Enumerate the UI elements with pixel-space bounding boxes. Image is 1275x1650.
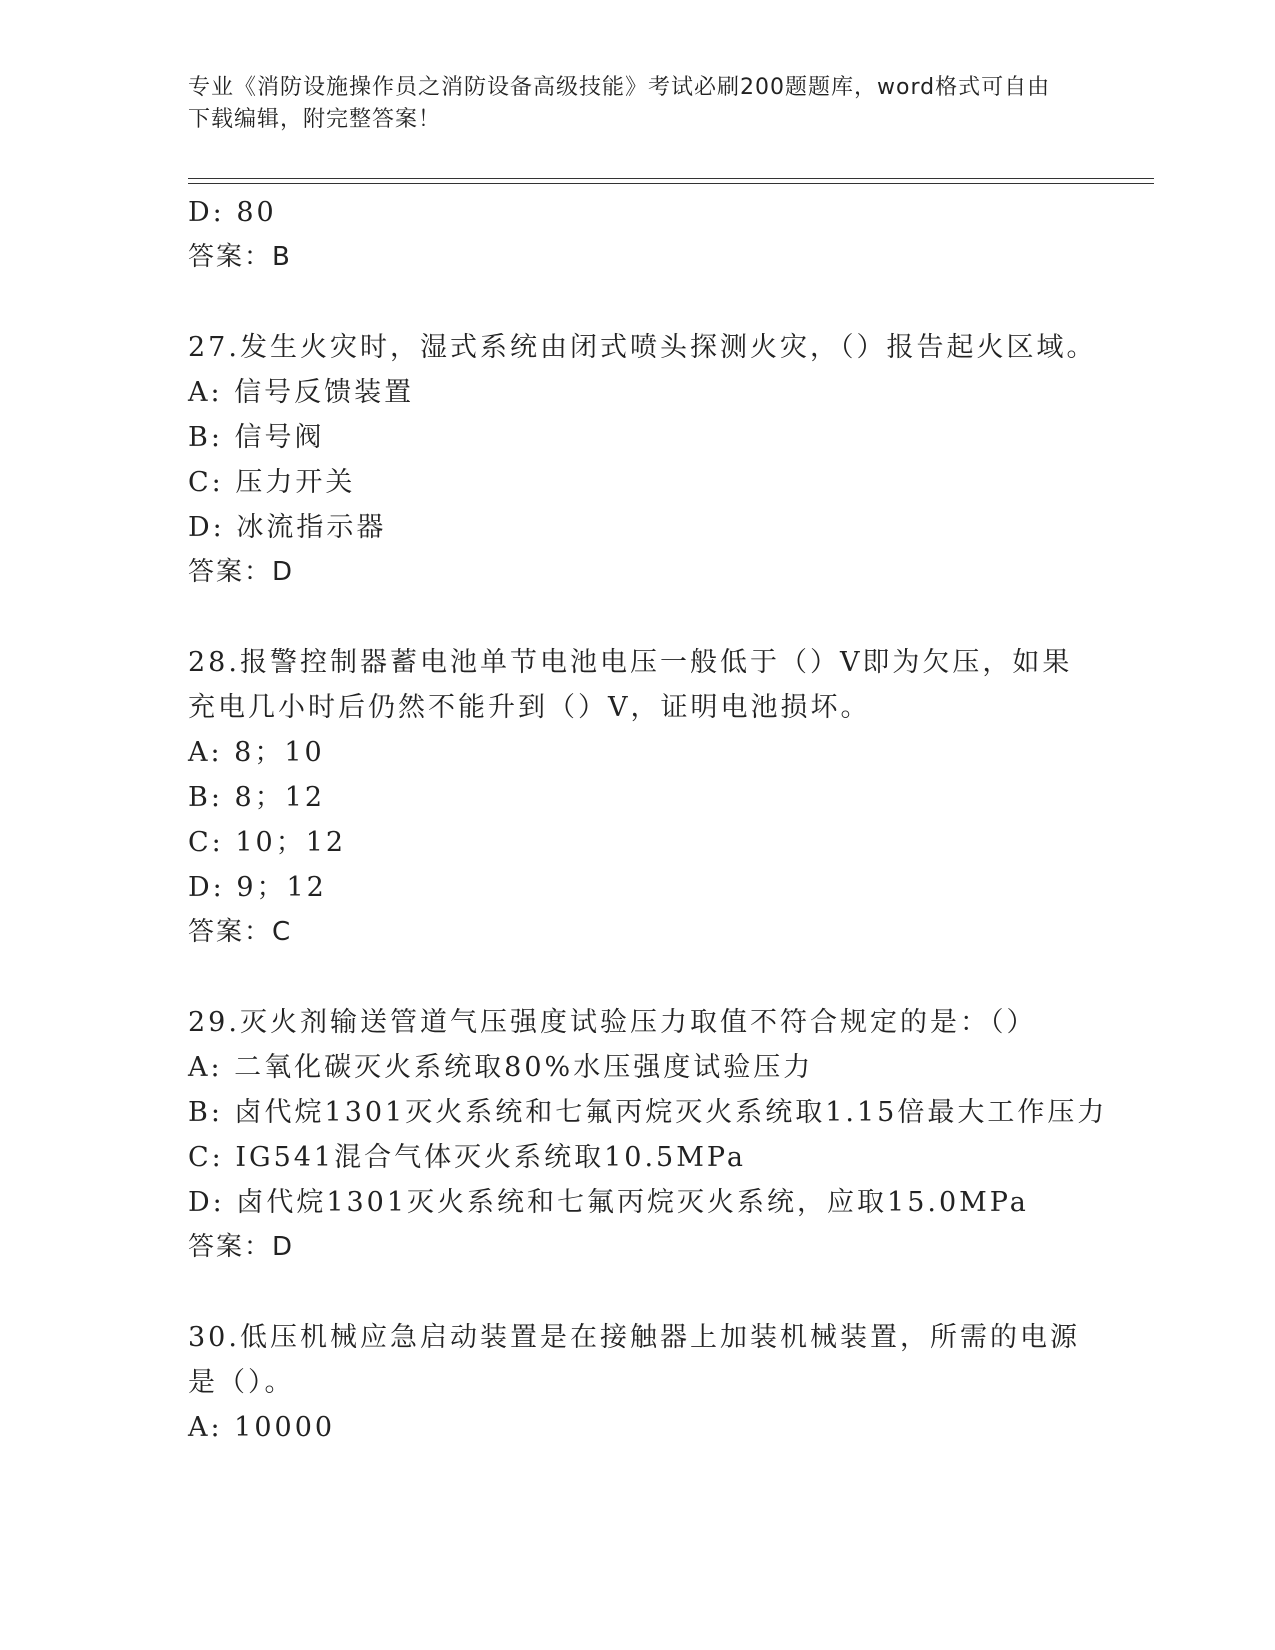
question-29-stem: 29.灭火剂输送管道气压强度试验压力取值不符合规定的是：（）	[188, 1007, 1037, 1038]
previous-option-d: D: 80	[188, 197, 277, 228]
question-29-answer: 答案：D	[188, 1232, 295, 1262]
question-27-option-a: A: 信号反馈装置	[188, 377, 415, 408]
question-28-option-d: D: 9；12	[188, 872, 327, 903]
header-divider-top	[188, 178, 1154, 179]
question-29-option-c: C: IG541混合气体灭火系统取10.5MPa	[188, 1142, 746, 1173]
question-29-option-d: D: 卤代烷1301灭火系统和七氟丙烷灭火系统，应取15.0MPa	[188, 1187, 1029, 1218]
question-28-option-b: B: 8；12	[188, 782, 326, 813]
question-29-option-a: A: 二氧化碳灭火系统取80%水压强度试验压力	[188, 1052, 814, 1083]
question-28-option-c: C: 10；12	[188, 827, 347, 858]
document-header: 专业《消防设施操作员之消防设备高级技能》考试必刷200题题库，word格式可自由下载编辑，附完整答案！	[188, 75, 1051, 132]
spacer	[188, 1270, 1088, 1315]
spacer	[188, 955, 1088, 1000]
question-27-answer: 答案：D	[188, 557, 295, 587]
question-27-option-b: B: 信号阀	[188, 422, 325, 453]
question-27-option-c: C: 压力开关	[188, 467, 356, 498]
question-27-stem: 27.发生火灾时，湿式系统由闭式喷头探测火灾，（）报告起火区域。	[188, 332, 1097, 363]
question-28-stem: 28.报警控制器蓄电池单节电池电压一般低于（）V即为欠压，如果充电几小时后仍然不能升到（）V，证明电池损坏。	[188, 647, 1073, 723]
question-30-stem: 30.低压机械应急启动装置是在接触器上加装机械装置，所需的电源是（）。	[188, 1322, 1080, 1398]
question-27-option-d: D: 冰流指示器	[188, 512, 387, 543]
question-28-answer: 答案：C	[188, 917, 293, 947]
spacer	[188, 280, 1088, 325]
spacer	[188, 595, 1088, 640]
question-29-option-b: B: 卤代烷1301灭火系统和七氟丙烷灭火系统取1.15倍最大工作压力	[188, 1097, 1108, 1128]
previous-answer: 答案：B	[188, 242, 292, 272]
question-30-option-a: A: 10000	[188, 1412, 336, 1443]
document-body	[188, 190, 1108, 1450]
header-divider-bottom	[188, 183, 1154, 184]
question-28-option-a: A: 8；10	[188, 737, 325, 768]
